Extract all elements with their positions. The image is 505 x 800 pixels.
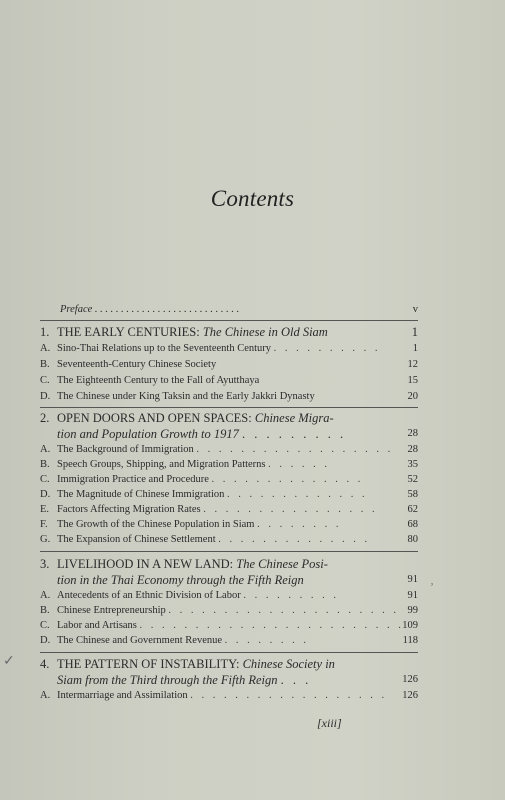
section-label: A. (40, 690, 51, 701)
chapter-subtitle-cont: tion and Population Growth to 1917 . . . . . . . . . (57, 427, 347, 441)
section-page: 62 (407, 504, 418, 515)
chapter-number: 2. (40, 411, 50, 425)
section-title: Antecedents of an Ethnic Division of Labor (57, 590, 241, 601)
section-page: 12 (407, 359, 418, 370)
chapter-subtitle-cont: tion in the Thai Economy through the Fifth Reign (57, 573, 304, 587)
toc-section (40, 389, 418, 405)
leader-dots: . . . . . . . . . . . . . . . . . . . . . . . . (139, 620, 404, 631)
toc-section (40, 532, 418, 548)
section-label: D. (40, 635, 51, 646)
preface-label: Preface (60, 304, 93, 315)
section-title: Labor and Artisans (57, 620, 137, 631)
toc-chapter (40, 656, 418, 672)
leader-dots: . . . . . . . . . . . . . . (218, 534, 371, 545)
toc-section (40, 517, 418, 533)
section-page: 68 (407, 519, 418, 530)
leader-dots: . . . . . . . . (257, 519, 342, 530)
section-title: The Eighteenth Century to the Fall of Ayutthaya (57, 375, 260, 386)
leader-dots: . . . . . . . . . . . . . . . . (203, 504, 378, 515)
section-label: A. (40, 343, 51, 354)
section-title: Intermarriage and Assimilation (57, 690, 188, 701)
toc-section (40, 472, 418, 488)
section-label: C. (40, 474, 50, 485)
toc-section (40, 633, 418, 649)
divider (40, 551, 418, 552)
toc-section (40, 588, 418, 604)
section-label: D. (40, 489, 51, 500)
section-page: 126 (402, 690, 418, 701)
page-title: Contents (210, 186, 295, 211)
chapter-subtitle: Chinese Migra- (254, 411, 334, 425)
section-page: 15 (407, 375, 418, 386)
section-title: Sino-Thai Relations up to the Seventeenth Century (57, 343, 272, 354)
chapter-title: THE PATTERN OF INSTABILITY: (57, 657, 240, 671)
leader-dots: . . . . . . . . . . . . . . . . . . . . . . . . . . . . (94, 304, 240, 315)
chapter-page: 91 (407, 574, 418, 585)
section-title: Seventeenth-Century Chinese Society (57, 359, 217, 370)
section-title: Factors Affecting Migration Rates (57, 504, 201, 515)
toc-section (40, 618, 418, 634)
preface-page: v (412, 304, 418, 315)
leader-dots: . . . . . . . . (224, 635, 310, 646)
page-number: [xiii] (317, 716, 342, 730)
leader-dots: . . . . . . . . . . . . . . . . . . (190, 690, 388, 701)
chapter-number: 4. (40, 657, 50, 671)
toc-section (40, 603, 418, 619)
section-page: 109 (402, 620, 418, 631)
leader-dots: . . . . . . . . . . (273, 343, 381, 354)
toc-section (40, 373, 418, 389)
section-label: A. (40, 444, 51, 455)
leader-dots: . . . . . . . . . . . . . (227, 489, 368, 500)
chapter-page: 126 (402, 674, 418, 685)
leader-dots: . . . . . . . . . . . . . . . . . . . . . (168, 605, 400, 616)
chapter-title: LIVELIHOOD IN A NEW LAND: (57, 557, 234, 571)
section-page: 80 (407, 534, 418, 545)
section-page: 35 (407, 459, 418, 470)
section-title: The Expansion of Chinese Settlement (57, 534, 216, 545)
leader-dots: . . . . . . . . . (243, 590, 339, 601)
divider (40, 652, 418, 653)
section-label: B. (40, 359, 50, 370)
toc-chapter (40, 556, 418, 572)
toc-section (40, 502, 418, 518)
section-label: F. (40, 519, 48, 530)
section-label: C. (40, 620, 50, 631)
chapter-subtitle: The Chinese in Old Siam (202, 325, 328, 339)
pencil-mark: ✓ (3, 654, 15, 669)
section-page: 118 (402, 635, 418, 646)
section-page: 91 (407, 590, 418, 601)
toc-chapter-page-row (40, 426, 418, 442)
chapter-number: 1. (40, 325, 50, 339)
section-title: Chinese Entrepreneurship (57, 605, 166, 616)
section-label: B. (40, 459, 50, 470)
section-title: The Magnitude of Chinese Immigration (57, 489, 225, 500)
chapter-title: OPEN DOORS AND OPEN SPACES: (57, 411, 252, 425)
toc-chapter (40, 324, 418, 340)
toc-chapter-page-row (40, 572, 418, 588)
section-title: The Background of Immigration (57, 444, 194, 455)
toc-section (40, 341, 418, 357)
section-title: The Chinese and Government Revenue (57, 635, 223, 646)
section-label: G. (40, 534, 51, 545)
toc-section (40, 688, 418, 704)
toc-chapter (40, 410, 418, 426)
section-label: A. (40, 590, 51, 601)
divider (40, 407, 418, 408)
toc-chapter-page-row (40, 672, 418, 688)
leader-dots: . . . . . . . . . . . . . . . . . . (196, 444, 394, 455)
margin-mark: ʼ (430, 580, 434, 594)
section-title: The Growth of the Chinese Population in Siam (57, 519, 255, 530)
divider (40, 320, 418, 321)
chapter-page: 1 (411, 325, 418, 339)
section-page: 1 (412, 343, 418, 354)
toc-section (40, 442, 418, 458)
section-label: E. (40, 504, 50, 515)
chapter-subtitle-cont: Siam from the Third through the Fifth Reign . . . (57, 673, 312, 687)
toc-section (40, 487, 418, 503)
section-label: C. (40, 375, 50, 386)
leader-dots: . . . . . . (268, 459, 331, 470)
chapter-subtitle: The Chinese Posi- (236, 557, 328, 571)
toc-preface (60, 302, 418, 318)
section-page: 52 (407, 474, 418, 485)
section-title: Immigration Practice and Procedure (57, 474, 209, 485)
leader-dots: . . . . . . . . . . . . . . (211, 474, 364, 485)
chapter-number: 3. (40, 557, 50, 571)
chapter-subtitle: Chinese Society in (242, 657, 335, 671)
toc-section (40, 457, 418, 473)
section-page: 58 (407, 489, 418, 500)
section-title: Speech Groups, Shipping, and Migration Patterns (57, 459, 266, 470)
section-title: The Chinese under King Taksin and the Early Jakkri Dynasty (57, 391, 315, 402)
chapter-page: 28 (407, 428, 418, 439)
chapter-title: THE EARLY CENTURIES: (57, 325, 200, 339)
section-page: 99 (407, 605, 418, 616)
section-label: D. (40, 391, 51, 402)
section-page: 28 (407, 444, 418, 455)
section-page: 20 (407, 391, 418, 402)
toc-section (40, 357, 418, 373)
section-label: B. (40, 605, 50, 616)
